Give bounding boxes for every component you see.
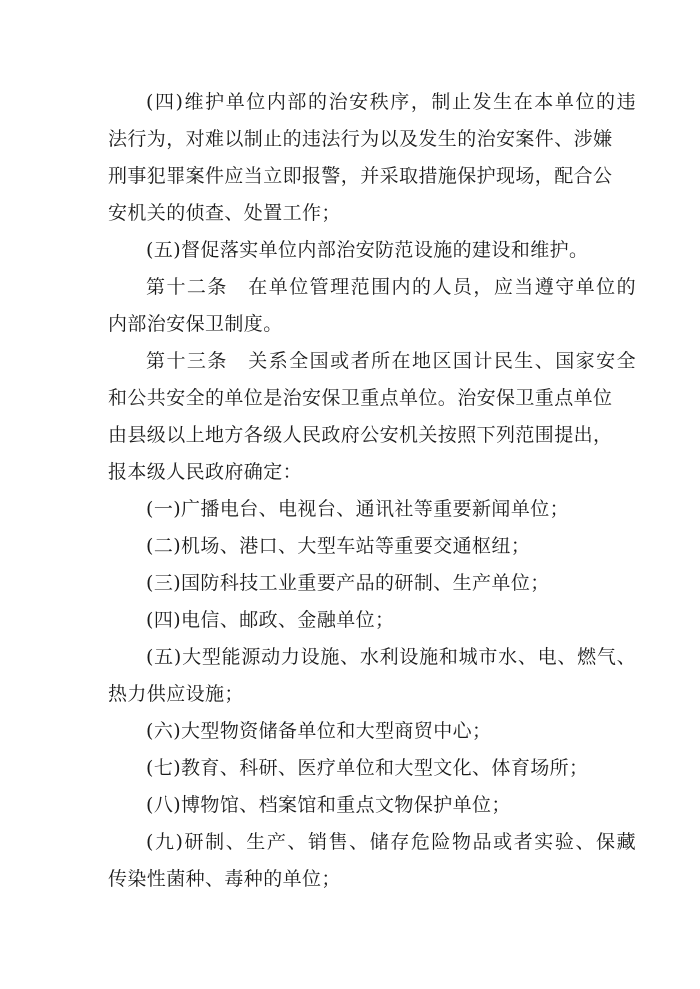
text-line: 第十二条 在单位管理范围内的人员，应当遵守单位的 bbox=[146, 276, 636, 298]
text-line: 传染性菌种、毒种的单位； bbox=[108, 868, 341, 890]
text-line: (五)督促落实单位内部治安防范设施的建设和维护。 bbox=[146, 239, 589, 261]
text-line: 安机关的侦查、处置工作； bbox=[108, 202, 341, 224]
text-line: (七)教育、科研、医疗单位和大型文化、体育场所； bbox=[146, 757, 589, 779]
text-line: 法行为，对难以制止的违法行为以及发生的治安案件、涉嫌 bbox=[108, 128, 613, 150]
text-line: (八)博物馆、档案馆和重点文物保护单位； bbox=[146, 794, 511, 816]
text-line: (五)大型能源动力设施、水利设施和城市水、电、燃气、 bbox=[146, 646, 636, 668]
text-line: (一)广播电台、电视台、通讯社等重要新闻单位； bbox=[146, 498, 570, 520]
text-line: 和公共安全的单位是治安保卫重点单位。治安保卫重点单位 bbox=[108, 387, 613, 409]
text-line: (二)机场、港口、大型车站等重要交通枢纽； bbox=[146, 535, 531, 557]
text-line: 热力供应设施； bbox=[108, 683, 244, 705]
text-line: (三)国防科技工业重要产品的研制、生产单位； bbox=[146, 572, 550, 594]
text-line: (四)电信、邮政、金融单位； bbox=[146, 609, 395, 631]
text-line: 内部治安保卫制度。 bbox=[108, 313, 283, 335]
text-line: (九)研制、生产、销售、储存危险物品或者实验、保藏 bbox=[146, 831, 636, 853]
text-line: 由县级以上地方各级人民政府公安机关按照下列范围提出， bbox=[108, 424, 613, 446]
text-line: 刑事犯罪案件应当立即报警，并采取措施保护现场，配合公 bbox=[108, 165, 613, 187]
text-line: (四)维护单位内部的治安秩序，制止发生在本单位的违 bbox=[146, 91, 636, 113]
text-line: (六)大型物资储备单位和大型商贸中心； bbox=[146, 720, 492, 742]
text-line: 第十三条 关系全国或者所在地区国计民生、国家安全 bbox=[146, 350, 636, 372]
text-line: 报本级人民政府确定： bbox=[108, 461, 303, 483]
